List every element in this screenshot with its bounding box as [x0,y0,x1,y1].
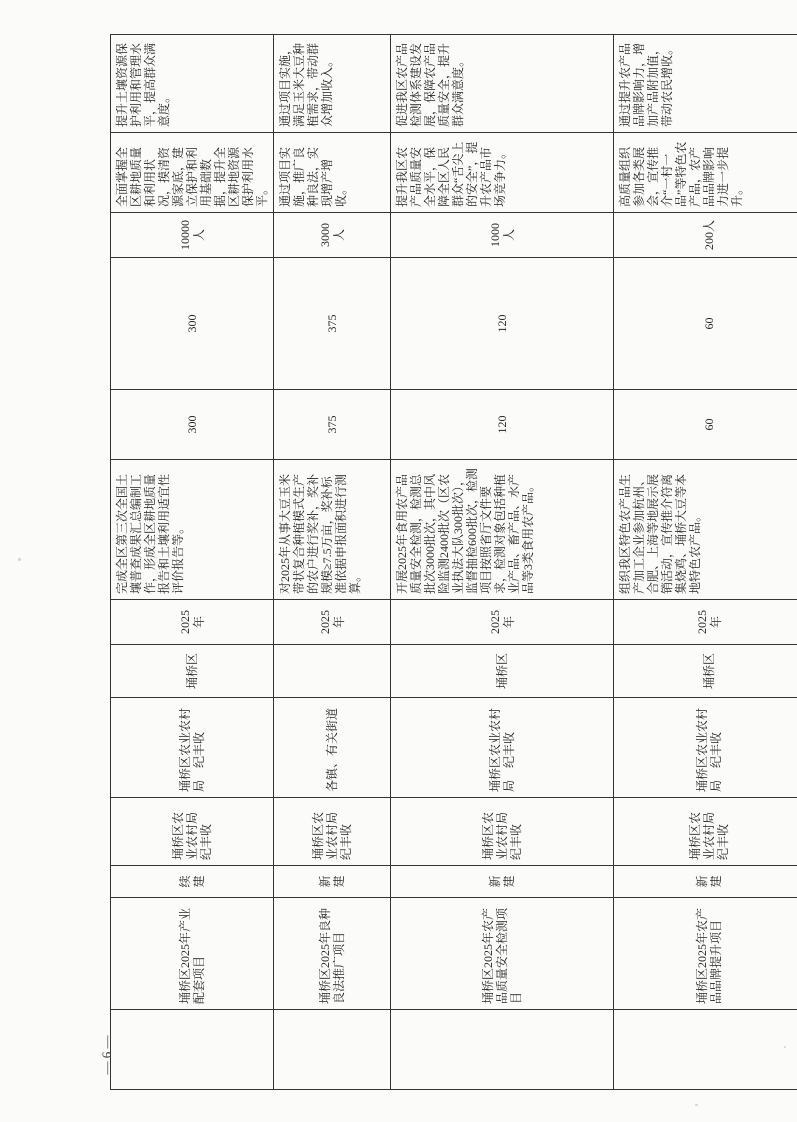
cell-content: 组织我区特色农产品生产加工企业参加杭州、合肥、上海等地展示展销活动，宣传推介符离集烧鸡、埇桥大豆等本地特色农产品。 [614,460,797,600]
table-row [391,35,614,1090]
page-number: — 6 — [99,1035,114,1075]
cell-build-nature: 新建 [274,866,391,898]
cell-implementing-unit: 埇桥区农业农村局 纪丰收 [391,698,614,798]
cell-period: 2025年 [111,600,274,645]
cell-implementing-unit: 埇桥区农业农村局 纪丰收 [111,698,274,798]
cell-location: 埇桥区 [614,645,797,698]
cell-beneficiaries: 3000人 [274,213,391,258]
cell-implementing-unit: 埇桥区农业农村局 纪丰收 [614,698,797,798]
scan-speck [784,1046,786,1048]
scan-speck [18,558,21,561]
cell-amount-2: 375 [274,258,391,390]
cell-project-name: 埇桥区2025年产业配套项目 [111,898,274,1010]
cell-responsible-unit: 埇桥区农业农村局 纪丰收 [274,798,391,866]
cell-project-name: 埇桥区2025年良种良法推广项目 [274,898,391,1010]
cell-location [274,645,391,698]
rotated-table-container [110,35,760,1090]
cell-responsible-unit: 埇桥区农业农村局 纪丰收 [111,798,274,866]
cell-implementing-unit: 各镇、有关街道 [274,698,391,798]
cell-seq [111,1010,274,1090]
cell-beneficiaries: 200人 [614,213,797,258]
cell-beneficiaries: 10000人 [111,213,274,258]
cell-beneficiaries: 1000人 [391,213,614,258]
cell-build-nature: 续建 [111,866,274,898]
cell-amount-2: 300 [111,258,274,390]
cell-amount-2: 60 [614,258,797,390]
cell-amount-1: 120 [391,390,614,460]
table-row [111,35,274,1090]
cell-content: 对2025年从事大豆玉米带状复合种植模式生产的农户进行奖补，奖补规模≥7.5万亩，奖补标准依据申报面积进行测算。 [274,460,391,600]
cell-content: 开展2025年食用农产品质量安全检测，检测总批次3000批次，其中风险监测2400批次（区农业执法大队300批次），监督抽检600批次，检测项目按照省厅文件要求，检测对象包括种植业产品、畜产品、水产品等3类食用农产品。 [391,460,614,600]
cell-amount-1: 375 [274,390,391,460]
cell-project-name: 埇桥区2025年农产品质量安全检测项目 [391,898,614,1010]
cell-build-nature: 新建 [614,866,797,898]
cell-benefit-2: 通过提升农产品品牌影响力，增加产品附加值，带动农民增收。 [614,35,797,133]
cell-project-name: 埇桥区2025年农产品品牌提升项目 [614,898,797,1010]
cell-seq [614,1010,797,1090]
cell-benefit-2: 通过项目实施，满足玉米大豆种植需求，带动群众增加收入。 [274,35,391,133]
cell-content: 完成全区第三次全国土壤普查成果汇总编制工作，形成全区耕地质量报告和土壤利用适宜性评价报告等。 [111,460,274,600]
cell-build-nature: 新建 [391,866,614,898]
cell-seq [274,1010,391,1090]
cell-responsible-unit: 埇桥区农业农村局 纪丰收 [391,798,614,866]
cell-benefit-1: 高质量组织参加各类展会，宣传推介“一村一品”等特色农产品，农产品品牌影响力进一步提升。 [614,133,797,213]
scan-speck [695,1104,698,1106]
table-row [274,35,391,1090]
cell-period: 2025年 [614,600,797,645]
cell-responsible-unit: 埇桥区农业农村局 纪丰收 [614,798,797,866]
cell-period: 2025年 [391,600,614,645]
cell-amount-2: 120 [391,258,614,390]
table-row [614,35,797,1090]
cell-benefit-1: 全面掌握全区耕地质量和利用状况，摸清资源家底，建立保护和利用基础数据，提升全区耕地资源保护利用水平。 [111,133,274,213]
cell-amount-1: 60 [614,390,797,460]
cell-seq [391,1010,614,1090]
cell-amount-1: 300 [111,390,274,460]
cell-benefit-2: 促进我区农产品检测体系建设发展，保障农产品质量安全，提升群众满意度。 [391,35,614,133]
cell-location: 埇桥区 [391,645,614,698]
cell-period: 2025年 [274,600,391,645]
cell-benefit-1: 提升我区农产品质量安全水平，保障全区人民群众“舌尖上的安全”，提升农产品市场竞争力。 [391,133,614,213]
project-plan-table [110,34,797,1090]
cell-benefit-2: 提升土壤资源保护利用和管理水平，提高群众满意度。 [111,35,274,133]
cell-benefit-1: 通过项目实施，推广良种良法，实现增产增收。 [274,133,391,213]
cell-location: 埇桥区 [111,645,274,698]
